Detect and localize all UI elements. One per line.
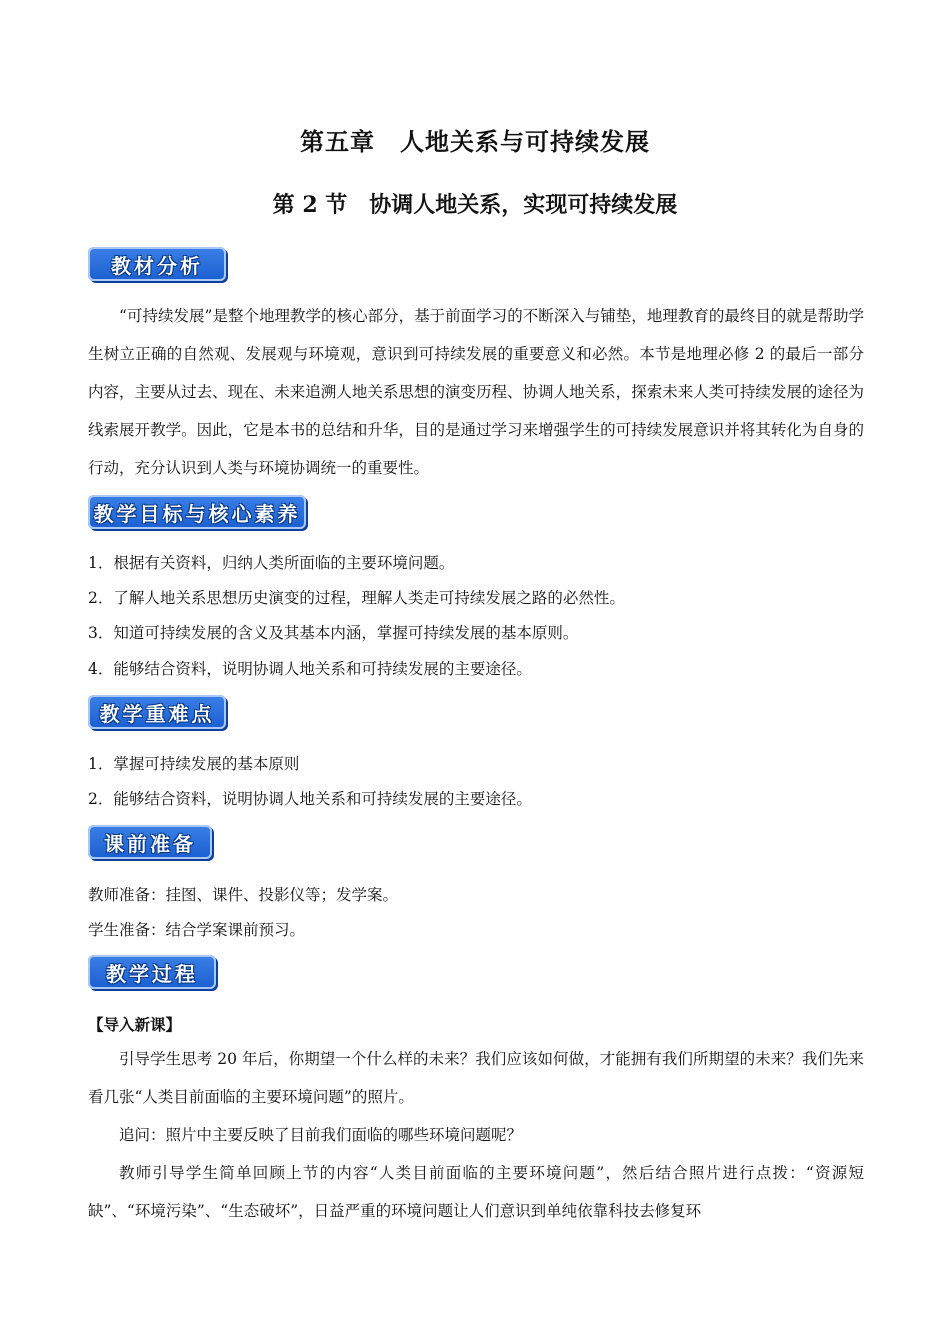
badge-textbook-analysis: 教材分析 (88, 247, 226, 281)
teacher-preparation: 教师准备：挂图、课件、投影仪等；发学案。 (88, 886, 399, 904)
badge-key-points: 教学重难点 (88, 695, 226, 729)
goal-item: 1．根据有关资料，归纳人类所面临的主要环境问题。 (88, 554, 455, 572)
followup-question: 追问：照片中主要反映了目前我们面临的哪些环境问题呢？ (119, 1126, 523, 1144)
intro-heading: 【导入新课】 (88, 1015, 182, 1034)
key-point-item: 2．能够结合资料，说明协调人地关系和可持续发展的主要途径。 (88, 790, 532, 808)
badge-teaching-goals: 教学目标与核心素养 (88, 495, 306, 529)
student-preparation: 学生准备：结合学案课前预习。 (88, 921, 306, 939)
chapter-title: 第五章 人地关系与可持续发展 (300, 127, 650, 156)
goal-item: 3．知道可持续发展的含义及其基本内涵，掌握可持续发展的基本原则。 (88, 624, 579, 642)
badge-teaching-process: 教学过程 (88, 955, 216, 989)
section-title: 第 2 节 协调人地关系，实现可持续发展 (272, 192, 678, 218)
analysis-paragraph: “可持续发展”是整个地理教学的核心部分，基于前面学习的不断深入与铺垫，地理教育的最终目的就是帮助学生树立正确的自然观、发展观与环境观，意识到可持续发展的重要意义和必然。本节是地理必修 2 的最后一部分内容，主要从过去、现在、未来追溯人地关系思想的演变历程、协调人地关系，探索未来人类可持续发展的途径为线索展开教学。因此，它是本书的总结和升华，目的是通过学习来增强学生的可持续发展意识并将其转化为自身的行动，充分认识到人类与环境协调统一的重要性。 (88, 307, 864, 477)
teacher-guidance-paragraph: 教师引导学生简单回顾上节的内容“人类目前面临的主要环境问题”，然后结合照片进行点拨：“资源短缺”、“环境污染”、“生态破坏”，日益严重的环境问题让人们意识到单纯依靠科技去修复环 (88, 1164, 864, 1220)
key-point-item: 1．掌握可持续发展的基本原则 (88, 755, 300, 773)
goal-item: 2．了解人地关系思想历史演变的过程，理解人类走可持续发展之路的必然性。 (88, 589, 625, 607)
badge-preparation: 课前准备 (88, 825, 212, 859)
goal-item: 4．能够结合资料，说明协调人地关系和可持续发展的主要途径。 (88, 660, 532, 678)
intro-paragraph: 引导学生思考 20 年后，你期望一个什么样的未来？我们应该如何做，才能拥有我们所期望的未来？我们先来看几张“人类目前面临的主要环境问题”的照片。 (88, 1050, 864, 1106)
